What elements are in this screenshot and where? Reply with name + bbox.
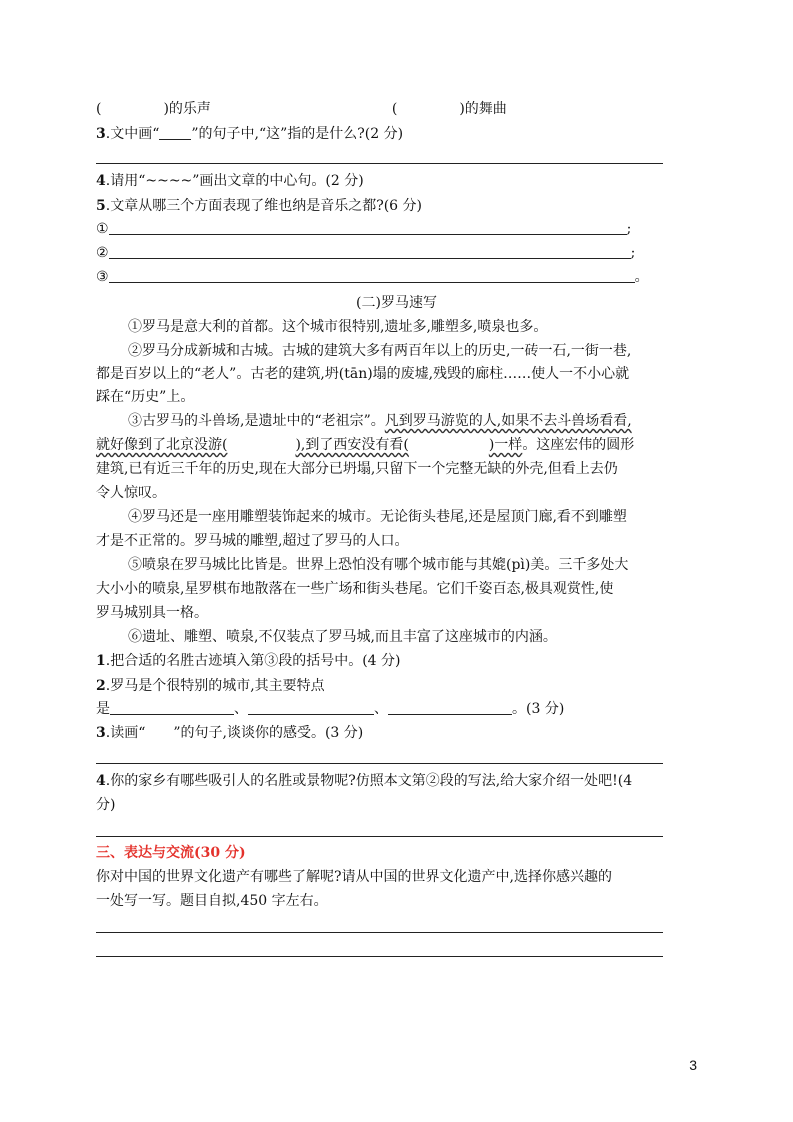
question-number: 3: [96, 725, 106, 741]
paragraph-text: 。这座宏伟的圆形: [522, 437, 635, 453]
answer-line[interactable]: [110, 700, 234, 715]
blank-label-dance: )的舞曲: [459, 101, 507, 117]
separator: 、: [234, 701, 248, 717]
question-number: 1: [96, 653, 106, 669]
paragraph-5-line-2: 大小小的喷泉,星罗棋布地散落在一些广场和街头巷尾。它们千姿百态,极具观赏性,使: [96, 581, 614, 597]
answer-1: [96, 219, 631, 239]
answer-line[interactable]: [248, 700, 374, 715]
question-text: .读画“: [105, 725, 146, 741]
separator: 、: [374, 701, 388, 717]
question-number: 3: [96, 126, 106, 142]
blank-row: [96, 99, 507, 119]
wavy-underlined-text: 凡到罗马游览的人,如果不去斗兽场看看,: [384, 413, 632, 429]
question-number: 4: [96, 173, 106, 189]
answer-line[interactable]: [96, 836, 663, 837]
paragraph-2-line-2: 都是百岁以上的“老人”。古老的建筑,坍(tān)塌的废墟,残毁的廊柱……使人一不小心就: [96, 366, 630, 382]
paragraph-3-line-1: [128, 411, 632, 431]
passage-title: (二)罗马速写: [356, 295, 437, 311]
question-4-line-2: 分): [96, 797, 116, 813]
wavy-underlined-text: [96, 437, 522, 453]
paren-open: (: [391, 101, 398, 117]
question-4: [96, 771, 632, 791]
answer-line[interactable]: [388, 700, 512, 715]
answer-line[interactable]: [96, 163, 663, 164]
answer-line[interactable]: [109, 268, 635, 283]
question-text: .文中画“: [105, 126, 160, 142]
answer-line[interactable]: [96, 763, 663, 764]
question-text: ”的句子,谈谈你的感受。(3 分): [173, 725, 364, 741]
paragraph-3-line-3: 建筑,已有近三千年的历史,现在大部分已坍塌,只留下一个完整无缺的外壳,但看上去仍: [96, 461, 618, 477]
answer-marker: ①: [96, 221, 109, 237]
paragraph-6: ⑥遗址、雕塑、喷泉,不仅装点了罗马城,而且丰富了这座城市的内涵。: [128, 629, 557, 645]
paragraph-4-line-2: 才是不正常的。罗马城的雕塑,超过了罗马的人口。: [96, 533, 409, 549]
paragraph-text: ),到了西安没有看(: [295, 437, 409, 453]
question-2: [96, 676, 325, 696]
question-4: [96, 171, 364, 191]
paragraph-2-line-1: ②罗马分成新城和古城。古城的建筑大多有两百年以上的历史,一砖一石,一街一巷,: [128, 343, 632, 359]
question-text: .把合适的名胜古迹填入第③段的括号中。(4 分): [105, 653, 401, 669]
question-2-answer-row: [96, 699, 564, 719]
prompt-line-1: 你对中国的世界文化遗产有哪些了解呢?请从中国的世界文化遗产中,选择你感兴趣的: [96, 869, 612, 885]
answer-marker: ③: [96, 269, 109, 285]
paragraph-2-line-3: 踩在“历史”上。: [96, 389, 195, 405]
question-number: 4: [96, 773, 106, 789]
question-text: .罗马是个很特别的城市,其主要特点: [105, 678, 325, 694]
page-number: 3: [689, 1057, 697, 1073]
paragraph-5-line-1: ⑤喷泉在罗马城比比皆是。世界上恐怕没有哪个城市能与其媲(pì)美。三千多处大: [128, 557, 629, 573]
question-1: [96, 651, 400, 671]
paragraph-3-line-2: [96, 435, 634, 455]
question-text: 是: [96, 701, 110, 717]
paragraph-text: ③古罗马的斗兽场,是遗址中的“老祖宗”。: [128, 413, 385, 429]
answer-2: [96, 243, 635, 263]
paren-open: (: [96, 101, 102, 117]
writing-line[interactable]: [96, 932, 663, 933]
question-text: .文章从哪三个方面表现了维也纳是音乐之都?(6 分): [105, 198, 422, 214]
answer-end-punct: ;: [630, 245, 636, 261]
answer-end-punct: 。: [634, 269, 649, 285]
blank-label-music: )的乐声: [163, 101, 211, 117]
section-heading: 三、表达与交流(30 分): [96, 845, 246, 861]
answer-marker: ②: [96, 245, 109, 261]
writing-line[interactable]: [96, 956, 663, 957]
question-number: 2: [96, 678, 106, 694]
answer-line[interactable]: [109, 220, 627, 235]
paragraph-text: )一样: [488, 437, 523, 453]
prompt-line-2: 一处写一写。题目自拟,450 字左右。: [96, 893, 328, 909]
question-text: .你的家乡有哪些吸引人的名胜或景物呢?仿照本文第②段的写法,给大家介绍一处吧!(4: [105, 773, 633, 789]
paragraph-text: 就好像到了北京没游(: [96, 437, 228, 453]
paragraph-1: ①罗马是意大利的首都。这个城市很特别,遗址多,雕塑多,喷泉也多。: [128, 319, 548, 335]
question-number: 5: [96, 198, 106, 214]
question-3: [96, 124, 403, 144]
question-3: [96, 723, 363, 743]
paragraph-5-line-3: 罗马城别具一格。: [96, 605, 208, 621]
paragraph-4-line-1: ④罗马还是一座用雕塑装饰起来的城市。无论街头巷尾,还是屋顶门廊,看不到雕塑: [128, 509, 627, 525]
answer-end-punct: ;: [626, 221, 632, 237]
underline-sample: [159, 125, 191, 140]
question-text: ”的句子中,“这”指的是什么?(2 分): [191, 126, 404, 142]
question-text: .请用“~~~~”画出文章的中心句。(2 分): [105, 173, 364, 189]
paragraph-3-line-4: 令人惊叹。: [96, 485, 166, 501]
answer-line[interactable]: [109, 244, 631, 259]
question-text: 。(3 分): [512, 701, 565, 717]
wavy-underline-sample: [145, 723, 173, 743]
question-5: [96, 196, 422, 216]
answer-3: [96, 267, 649, 287]
